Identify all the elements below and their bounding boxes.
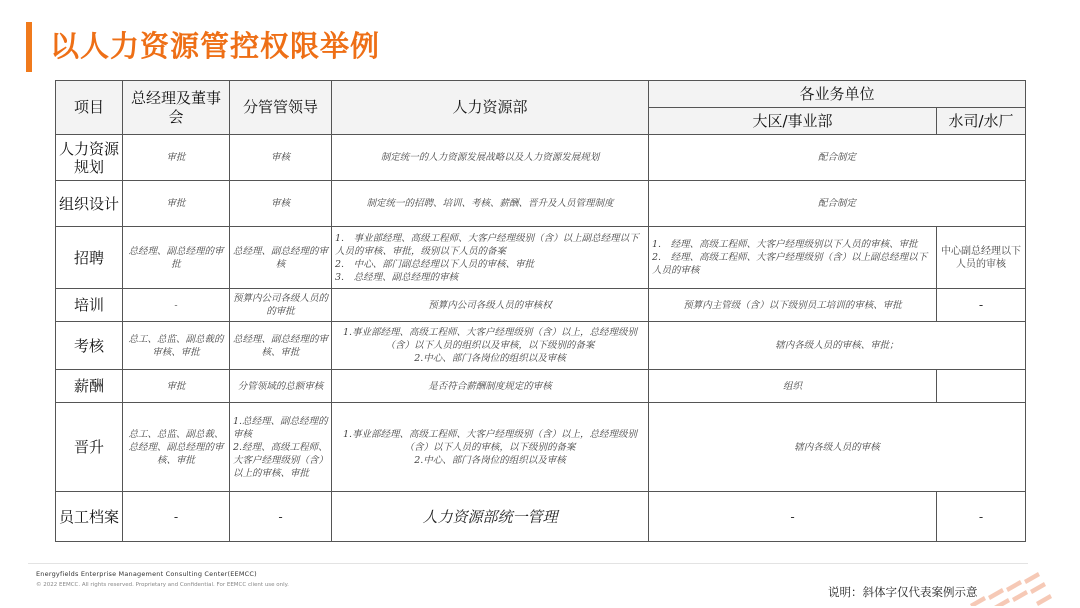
cell-line: 1.事业部经理、高级工程师、大客户经理级别（含）以上，总经理级别（含）以下人员的组织以及审核，以下级别的备案 [342,327,638,351]
cell-line: 2.经理、高级工程师、大客户经理级别（含）以上的审核、审批 [233,441,329,479]
cell-line: 1.总经理、副总经理的审核 [233,415,328,440]
cell-hr [332,227,649,289]
cell-line: 2.中心、部门各岗位的组织以及审核 [414,454,566,466]
row-label: 晋升 [56,403,123,492]
cell-gm: 审批 [123,181,230,227]
footer-brand: Energyfields Enterprise Management Consulting Center(EEMCC) [36,570,257,578]
table-row [56,370,1026,403]
cell-hr: 制定统一的招聘、培训、考核、薪酬、晋升及人员管理制度 [332,181,649,227]
cell-leader: 预算内公司各级人员的的审批 [230,289,332,322]
cell-water [937,370,1026,403]
header-hr: 人力资源部 [332,81,649,135]
cell-units: 配合制定 [649,181,1026,227]
header-business-units: 各业务单位 [649,81,1026,108]
table-row [56,492,1026,542]
table-row [56,181,1026,227]
cell-hr [332,322,649,370]
header-item: 项目 [56,81,123,135]
cell-gm: 审批 [123,135,230,181]
cell-water: - [937,289,1026,322]
page-title: 以人力资源管控权限举例 [50,29,381,63]
cell-line: 3. 总经理、副总经理的审核 [335,271,459,283]
cell-hr: 制定统一的人力资源发展战略以及人力资源发展规划 [332,135,649,181]
cell-leader: 总经理、副总经理的审核、审批 [230,322,332,370]
table-row [56,135,1026,181]
cell-leader: 审核 [230,135,332,181]
cell-line: 1. 经理、高级工程师、大客户经理级别以下人员的审核、审批 [652,239,918,250]
cell-water: 中心副总经理以下人员的审核 [937,227,1026,289]
footer-note: 说明：斜体字仅代表案例示意 [828,585,978,599]
header-row-1 [56,81,1026,108]
cell-leader: 审核 [230,181,332,227]
cell-line: 2. 经理、高级工程师、大客户经理级别（含）以上副总经理以下人员的审核 [652,252,928,276]
footer-copyright: © 2022 EEMCC. All rights reserved. Proprietary and Confidential. For EEMCC client use only. [36,582,289,588]
cell-line: 2. 中心、部门副总经理以下人员的审核、审批 [335,258,535,270]
row-label: 考核 [56,322,123,370]
table-row [56,322,1026,370]
cell-gm: 审批 [123,370,230,403]
cell-line: 2.中心、部门各岗位的组织以及审核 [414,353,566,364]
cell-leader: 分管领域的总额审核 [230,370,332,403]
title-accent-bar [26,22,32,72]
cell-line: 1. 事业部经理、高级工程师、大客户经理级别（含）以上副总经理以下人员的审核、审批，级别以下人员的备案 [335,232,639,257]
row-label: 人力资源规划 [56,135,123,181]
table-row [56,227,1026,289]
cell-gm: 总经理、副总经理的审批 [123,227,230,289]
cell-units: 配合制定 [649,135,1026,181]
cell-region: 组织 [649,370,937,403]
cell-hr: 预算内公司各级人员的审核权 [332,289,649,322]
row-label: 培训 [56,289,123,322]
cell-units: 辖内各级人员的审核 [649,403,1026,492]
row-label: 组织设计 [56,181,123,227]
cell-gm: - [123,289,230,322]
header-region: 大区/事业部 [649,108,937,135]
cell-leader: - [230,492,332,542]
cell-leader: 总经理、副总经理的审核 [230,227,332,289]
hr-authority-table [55,80,1026,542]
header-water: 水司/水厂 [937,108,1026,135]
cell-gm: - [123,492,230,542]
cell-gm: 总工、总监、副总裁、总经理、副总经理的审核、审批 [123,403,230,492]
header-leader: 分管管领导 [230,81,332,135]
cell-water: - [937,492,1026,542]
row-label: 薪酬 [56,370,123,403]
row-label: 招聘 [56,227,123,289]
cell-hr: 人力资源部统一管理 [332,492,649,542]
cell-line: 1.事业部经理、高级工程师、大客户经理级别（含）以上，总经理级别（含）以下人员的审核，以下级别的备案 [342,428,638,453]
cell-hr [332,403,649,492]
cell-units: 辖内各级人员的审核、审批； [649,322,1026,370]
row-label: 员工档案 [56,492,123,542]
table-row [56,403,1026,492]
cell-region [649,227,937,289]
footer-divider [28,563,1028,564]
cell-leader [230,403,332,492]
table-row [56,289,1026,322]
cell-hr: 是否符合薪酬制度规定的审核 [332,370,649,403]
cell-gm: 总工、总监、副总裁的审核、审批 [123,322,230,370]
cell-region: - [649,492,937,542]
header-gm-board: 总经理及董事会 [123,81,230,135]
cell-region: 预算内主管级（含）以下级别员工培训的审核、审批 [649,289,937,322]
